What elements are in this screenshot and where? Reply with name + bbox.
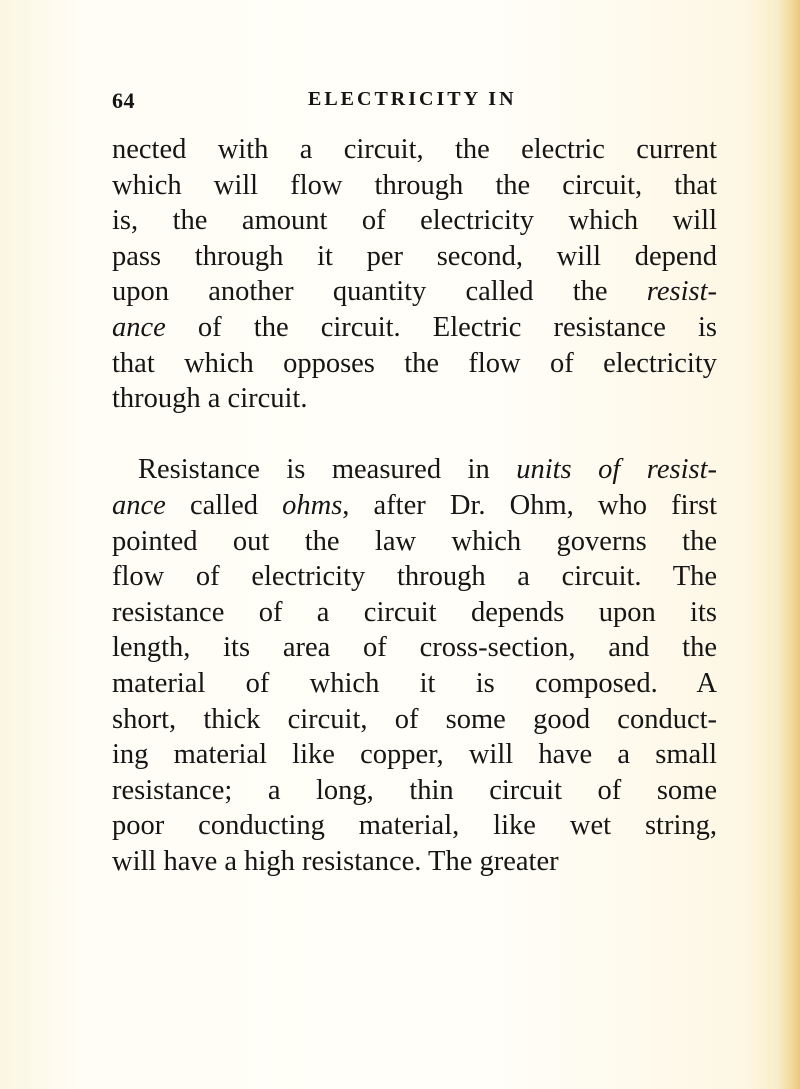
text-line <box>112 630 717 666</box>
text-line <box>112 203 717 239</box>
text-run: material of which it is composed. A <box>112 667 717 699</box>
text-run: called <box>165 489 283 521</box>
text-line <box>112 773 717 809</box>
text-line <box>112 168 717 204</box>
running-header <box>112 88 724 120</box>
text-run: through a circuit. <box>112 383 308 415</box>
text-line <box>112 737 717 773</box>
text-line <box>112 346 717 382</box>
italic-term: resist- <box>646 276 717 308</box>
text-line <box>112 452 717 488</box>
text-run: will have a high resistance. The greater <box>112 845 559 877</box>
text-line <box>112 132 717 168</box>
text-run: resistance; a long, thin circuit of some <box>112 774 717 806</box>
text-line <box>112 488 717 524</box>
text-run: poor conducting material, like wet string, <box>112 810 717 842</box>
text-line <box>112 844 717 880</box>
text-run: Resistance is measured in <box>138 454 517 486</box>
text-run: resistance of a circuit depends upon its <box>112 596 717 628</box>
text-run: pass through it per second, will depend <box>112 240 717 272</box>
text-run: is, the amount of electricity which will <box>112 205 717 237</box>
text-line <box>112 808 717 844</box>
italic-term: ance <box>112 489 166 521</box>
text-line <box>112 524 717 560</box>
text-run: length, its area of cross-section, and the <box>112 632 717 664</box>
paragraph <box>112 452 717 879</box>
text-line <box>112 381 717 417</box>
text-run: pointed out the law which governs the <box>112 525 717 557</box>
text-run: that which opposes the flow of electricity <box>112 347 717 379</box>
body-text <box>112 132 717 879</box>
running-title: ELECTRICITY IN <box>308 88 517 110</box>
italic-term: ohms <box>282 489 343 521</box>
page-edge-shadow <box>778 0 800 1089</box>
text-run: of the circuit. Electric resistance is <box>165 311 717 343</box>
text-line <box>112 666 717 702</box>
text-run: nected with a circuit, the electric current <box>112 134 717 165</box>
text-line <box>112 595 717 631</box>
text-line <box>112 702 717 738</box>
text-run: , after Dr. Ohm, who first <box>342 489 717 521</box>
text-run: which will flow through the circuit, that <box>112 169 717 201</box>
page-number: 64 <box>112 88 135 113</box>
text-line <box>112 274 717 310</box>
italic-term: ance <box>112 311 166 343</box>
text-line <box>112 559 717 595</box>
paragraph <box>112 132 717 417</box>
text-line <box>112 310 717 346</box>
text-run: short, thick circuit, of some good conduct- <box>112 703 717 735</box>
text-run: flow of electricity through a circuit. The <box>112 561 717 593</box>
text-line <box>112 239 717 275</box>
text-run: ing material like copper, will have a small <box>112 739 717 771</box>
italic-term: units of resist- <box>516 454 717 486</box>
text-run: upon another quantity called the <box>112 276 647 308</box>
